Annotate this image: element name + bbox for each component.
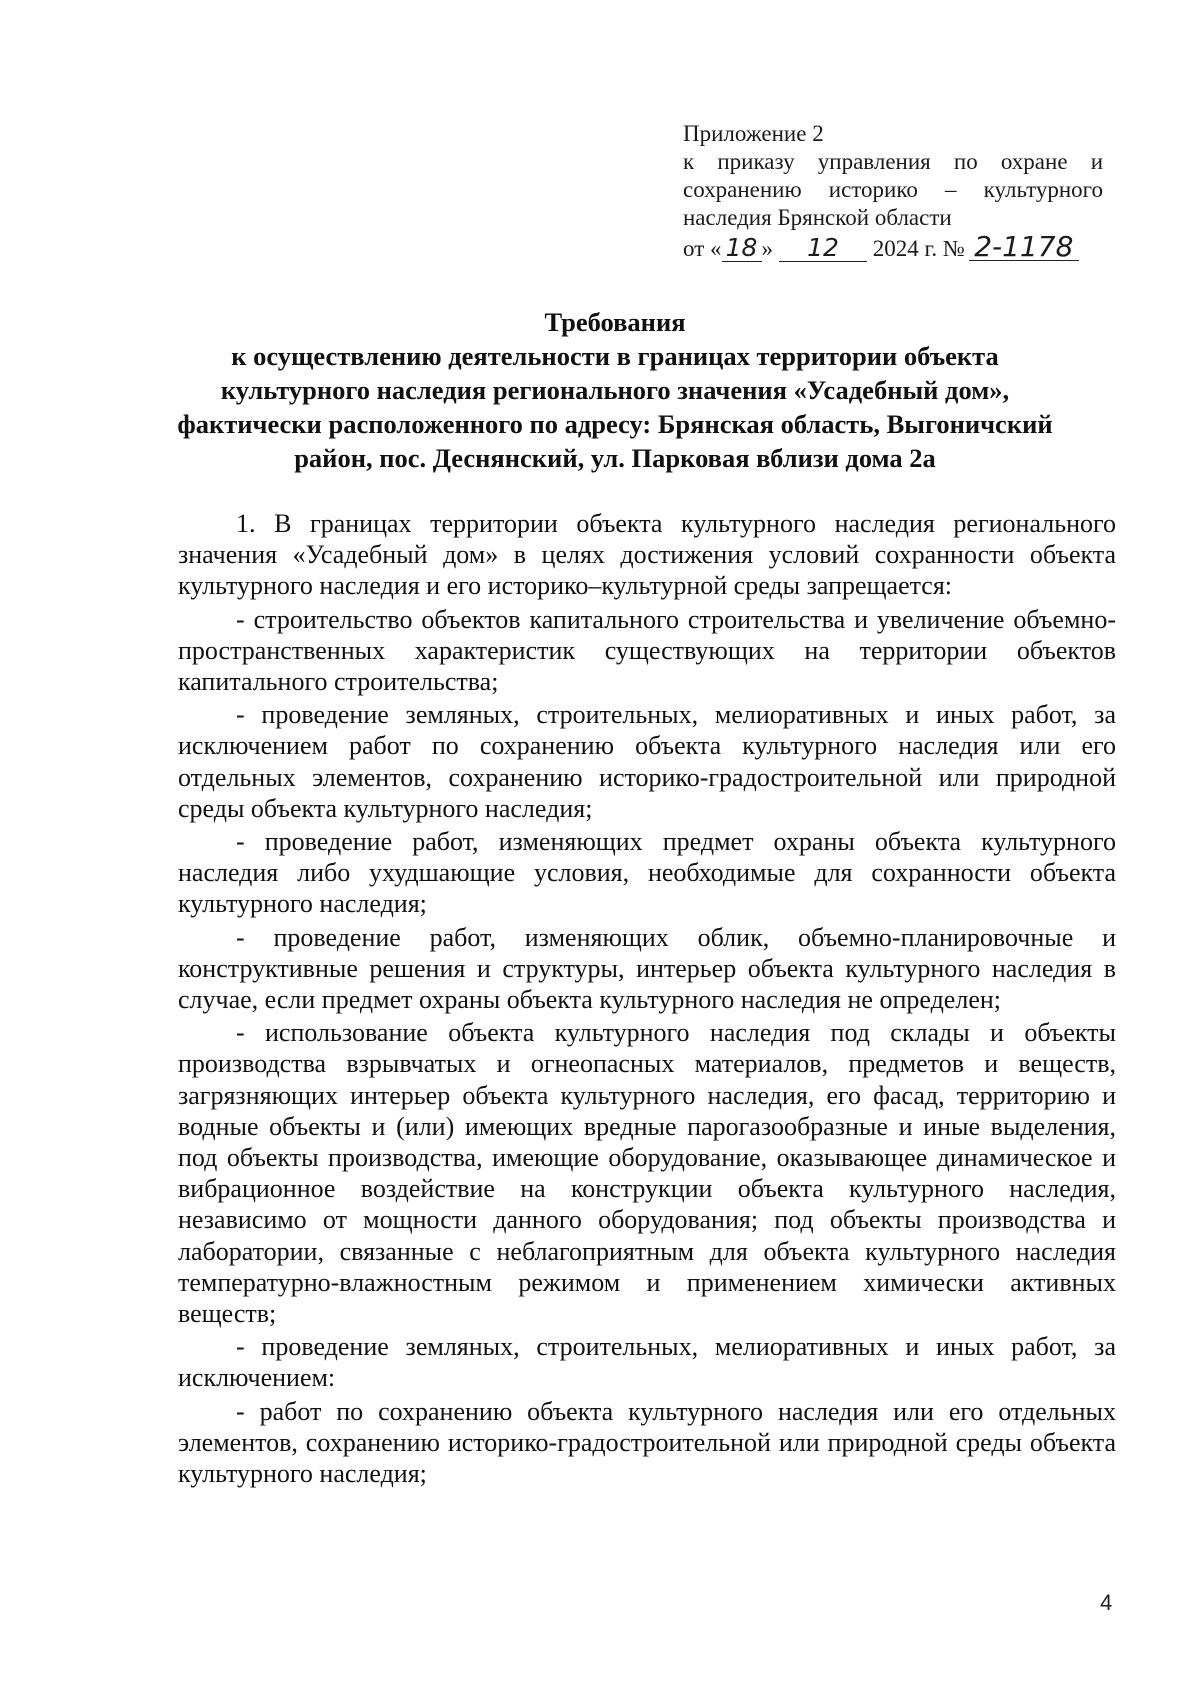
paragraph-3: - проведение земляных, строительных, мелиоративных и иных работ, за исключением работ по сохранению объекта культурного наследия или его отдельных элементов, сохранению историко-градостроительной или природной среды объекта культурного наследия; xyxy=(178,700,1116,823)
date-day: 18 xyxy=(722,235,762,262)
date-prefix: от « xyxy=(683,236,722,261)
paragraph-8: - работ по сохранению объекта культурного наследия или его отдельных элементов, сохранению историко-градостроительной или природной среды объекта культурного наследия; xyxy=(178,1396,1116,1489)
title-line-2: к осуществлению деятельности в границах территории объекта xyxy=(231,341,999,371)
date-mid: » xyxy=(761,236,773,261)
paragraph-2: - строительство объектов капитального строительства и увеличение объемно-пространственных характеристик существующих на территории объектов капитального строительства; xyxy=(178,604,1116,697)
appendix-line-preservation: сохранению историко – культурного xyxy=(683,177,1103,202)
title-line-4: фактически расположенного по адресу: Брянская область, Выгоничский xyxy=(177,409,1053,439)
page-number: 4 xyxy=(1100,1590,1113,1615)
paragraph-5: - проведение работ, изменяющих облик, объемно-планировочные и конструктивные решения и структуры, интерьер объекта культурного наследия в случае, если предмет охраны объекта культурного наследия не определен; xyxy=(178,922,1116,1015)
appendix-line-order: к приказу управления по охране и xyxy=(683,149,1103,174)
appendix-line-region: наследия Брянской области xyxy=(683,205,952,230)
title-line-3: культурного наследия регионального значения «Усадебный дом», xyxy=(220,375,1010,405)
order-number: 2-1178 xyxy=(969,234,1079,261)
paragraph-6: - использование объекта культурного наследия под склады и объекты производства взрывчатых и огнеопасных материалов, предметов и веществ, загрязняющих интерьер объекта культурного наследия, его фасад, территорию и водные объекты и (или) имеющих вредные парогазообразные и иные выделения, под объекты производства, имеющие оборудование, оказывающее динамическое и вибрационное воздействие на конструкции объекта культурного наследия, независимо от мощности данного оборудования; под объекты производства и лаборатории, связанные с неблагоприятным для объекта культурного наследия температурно-влажностным режимом и применением химически активных веществ; xyxy=(178,1018,1116,1329)
date-month: 12 xyxy=(779,235,867,262)
paragraph-1: 1. В границах территории объекта культурного наследия регионального значения «Усадебный дом» в целях достижения условий сохранности объекта культурного наследия и его историко–культурной среды запрещается: xyxy=(178,509,1116,601)
appendix-title: Приложение 2 xyxy=(683,121,824,146)
appendix-block xyxy=(683,120,1103,263)
title-heading: Требования xyxy=(544,307,686,337)
paragraph-4: - проведение работ, изменяющих предмет охраны объекта культурного наследия либо ухудшающие условия, необходимые для сохранности объекта культурного наследия; xyxy=(178,827,1116,919)
paragraph-7: - проведение земляных, строительных, мелиоративных и иных работ, за исключением: xyxy=(178,1332,1116,1393)
document-body xyxy=(178,508,1116,1491)
order-date-line xyxy=(683,230,1103,263)
document-title xyxy=(165,305,1065,475)
date-year: 2024 г. № xyxy=(872,236,965,261)
title-line-5: район, пос. Деснянский, ул. Парковая вблизи дома 2а xyxy=(294,443,936,473)
